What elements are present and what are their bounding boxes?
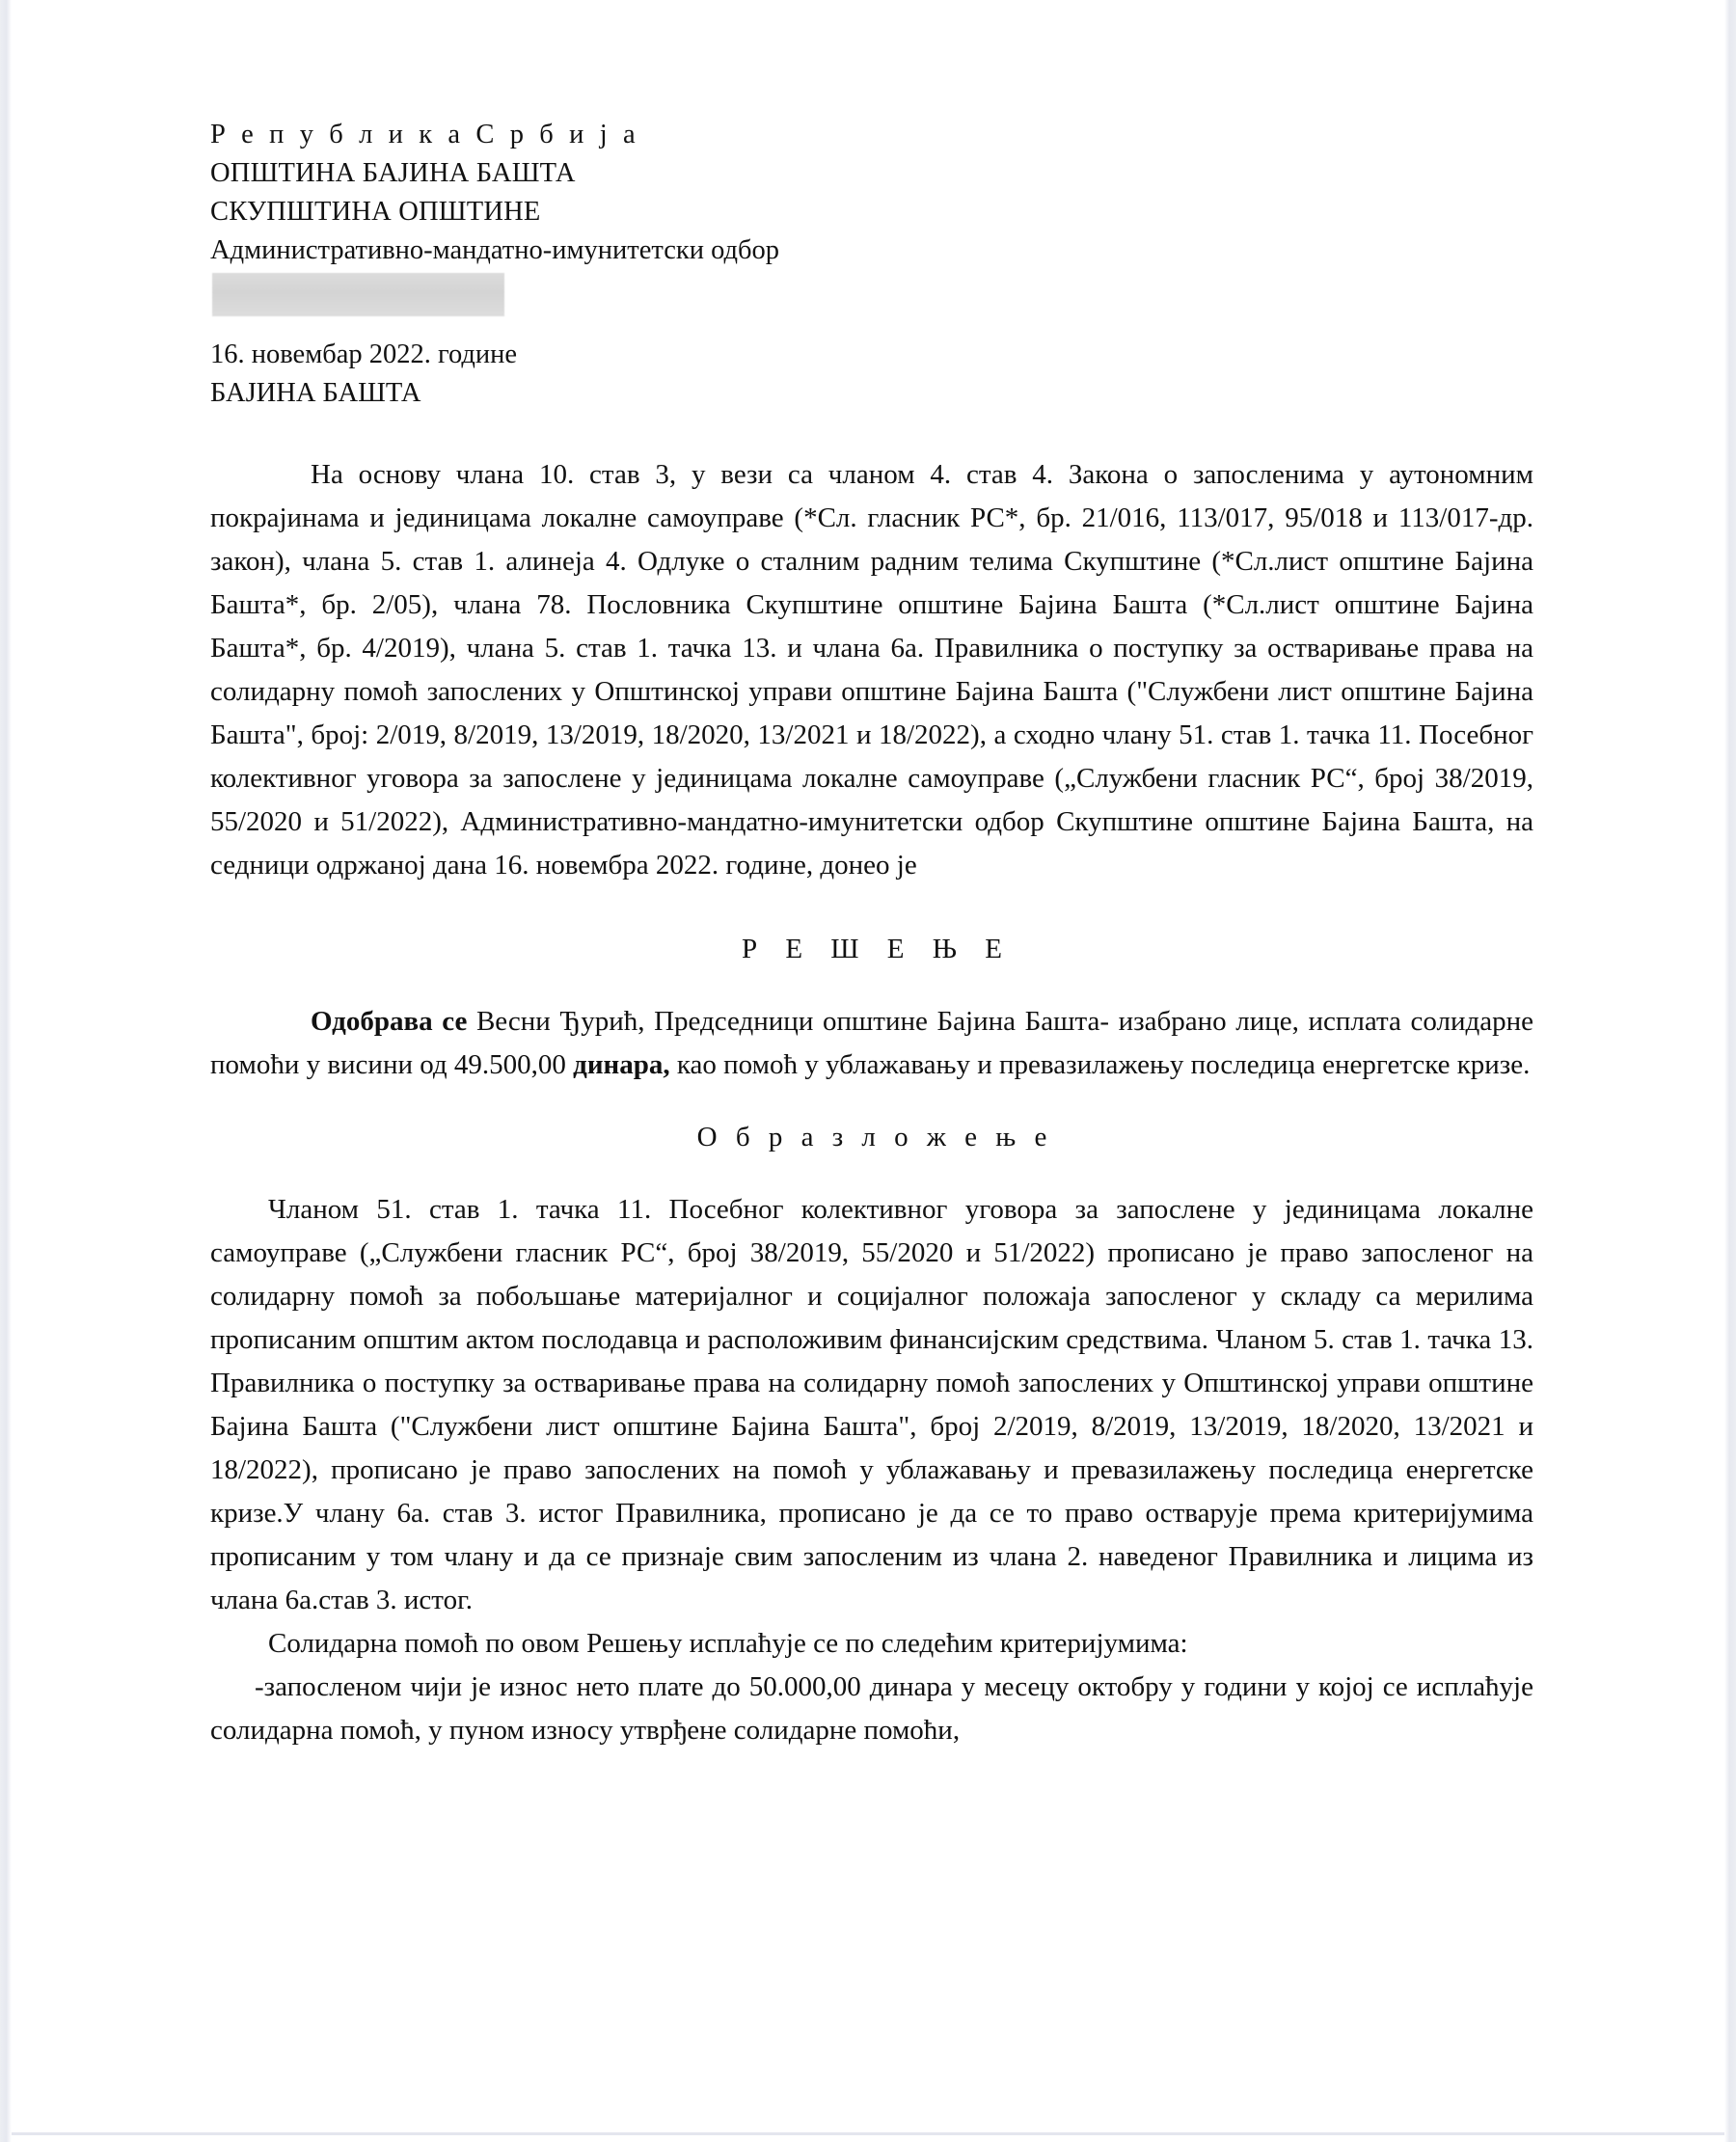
criteria-item-1: -запосленом чији је износ нето плате до 50.000,00 динара у месецу октобру у години у којој се исплаћује солидарна помоћ, у пуном износу утврђене солидарне помоћи, bbox=[210, 1671, 1533, 1746]
explanation-paragraph: Чланом 51. став 1. тачка 11. Посебног колективног уговора за запослене у јединицама локалне самоуправе („Службени гласник РС“, број 38/2019, 55/2020 и 51/2022) прописано је право запосленог на солидарну помоћ за побољшање материјалног и социјалног положаја запосленог у складу са мерилима прописаним општим актом послодавца и расположивим финансијским средствима. Чланом 5. став 1. тачка 13. Правилника о поступку за остваривање права на солидарну помоћ запослених у Општинској управи општине Бајина Башта ("Службени лист општине Бајина Башта", број 2/2019, 8/2019, 13/2019, 18/2020, 13/2021 и 18/2022), прописано је право запослених на помоћ у ублажавању и превазилажењу последица енергетске кризе.У члану 6а. став 3. истог Правилника, прописано је да се то право остварује према критеријумима прописаним у том члану и да се признаје свим запосленим из члана 2. наведеног Правилника и лицима из члана 6а.став 3. истог. bbox=[210, 1194, 1533, 1615]
letterhead-republic: Р е п у б л и к а С р б и ј а bbox=[210, 120, 640, 149]
letterhead bbox=[210, 116, 1533, 316]
explanation-heading: О б р а з л о ж е њ е bbox=[696, 1122, 1053, 1152]
letterhead-committee: Административно-мандатно-имунитетски одбор bbox=[210, 235, 779, 265]
decision-lead-bold: Одобрава се bbox=[311, 1006, 468, 1037]
preamble-paragraph: На основу члана 10. став 3, у вези са чланом 4. став 4. Закона о запосленима у аутономним покрајинама и јединицама локалне самоуправе (*Сл. гласник РС*, бр. 21/016, 113/017, 95/018 и 113/017-др. закон), члана 5. став 1. алинеја 4. Одлуке о сталним радним телима Скупштине (*Сл.лист општине Бајина Башта*, бр. 2/05), члана 78. Пословника Скупштине општине Бајина Башта (*Сл.лист општине Бајина Башта*, бр. 4/2019), члана 5. став 1. тачка 13. и члана 6а. Правилника о поступку за остваривање права на солидарну помоћ запослених у Општинској управи општине Бајина Башта ("Службени лист општине Бајина Башта", број: 2/019, 8/2019, 13/2019, 18/2020, 13/2021 и 18/2022), а сходно члану 51. став 1. тачка 11. Посебног колективног уговора за запослене у јединицама локалне самоуправе („Службени гласник РС“, број 38/2019, 55/2020 и 51/2022), Административно-мандатно-имунитетски одбор Скупштине општине Бајина Башта, на седници одржаној дана 16. новембра 2022. године, донео је bbox=[210, 459, 1533, 881]
document-body bbox=[210, 116, 1533, 1752]
letterhead-municipality: ОПШТИНА БАЈИНА БАШТА bbox=[210, 158, 576, 188]
page-sheet bbox=[12, 2, 1724, 2135]
decision-part-two: као помоћ у ублажавању и превазилажењу последица енергетске кризе. bbox=[669, 1049, 1531, 1080]
redaction-block bbox=[212, 273, 504, 316]
dateline bbox=[210, 336, 1533, 413]
decision-paragraph bbox=[210, 1000, 1533, 1087]
spacer bbox=[210, 1087, 1533, 1116]
spacer bbox=[210, 1159, 1533, 1188]
decision-heading: Р Е Ш Е Њ Е bbox=[741, 934, 1014, 964]
spacer bbox=[210, 413, 1533, 453]
criteria-intro: Солидарна помоћ по овом Решењу исплаћује се по следећим критеријумима: bbox=[268, 1628, 1188, 1659]
dateline-place: БАЈИНА БАШТА bbox=[210, 378, 421, 408]
decision-part-one: Весни Ђурић, Председници општине Бајина Башта- изабрано лице, исплата солидарне помоћи у висини од 49.500,00 bbox=[210, 1006, 1533, 1080]
dateline-date: 16. новембар 2022. године bbox=[210, 339, 518, 369]
spacer bbox=[210, 971, 1533, 1000]
decision-currency-bold: динара, bbox=[573, 1049, 670, 1080]
letterhead-assembly: СКУПШТИНА ОПШТИНЕ bbox=[210, 197, 541, 227]
spacer bbox=[210, 887, 1533, 928]
